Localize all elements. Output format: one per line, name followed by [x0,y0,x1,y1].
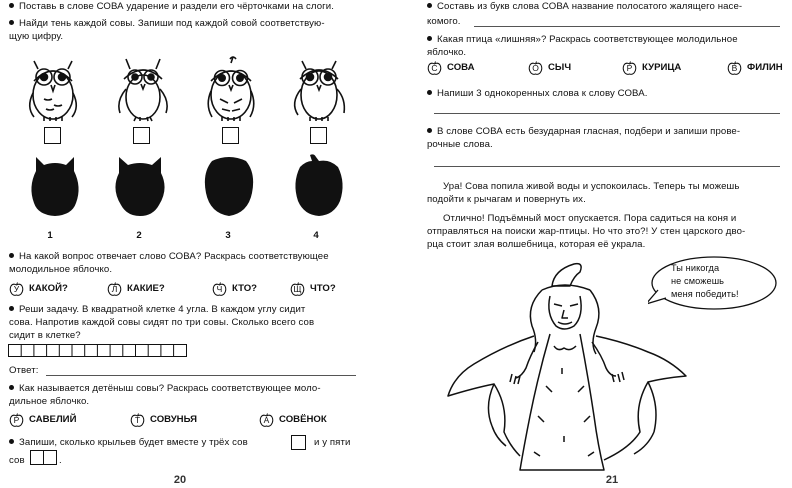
story-1-line-2: подойти к рычагам и повернуть их. [427,194,586,205]
story-2-line-3: рца стоит злая волшебница, которая её украла. [427,239,646,250]
r-task-4-line-2: рочные слова. [427,139,493,150]
task-6-line-1: Запиши, сколько крыльев будет вместе у трёх сов [9,436,248,449]
apple-icon: Р [9,413,24,427]
owl-shadow-2 [113,153,167,217]
owl-outline-2 [112,55,174,123]
apple-icon: Ч [212,282,227,296]
apple-icon: В [727,61,742,75]
r-task-1-line-1: Составь из букв слова СОВА название полосатого жалящего насе- [427,0,742,13]
task-4-line-1: Реши задачу. В квадратной клетке 4 угла. В каждом углу сидит [9,303,305,316]
story-1-line-1: Ура! Сова попила живой воды и успокоилась. Теперь ты можешь [443,181,740,192]
task-4-line-2: сова. Напротив каждой совы сидят по три совы. Сколько всего сов [9,317,315,328]
owl-answer-box-2[interactable] [133,127,150,144]
owl-answer-box-3[interactable] [222,127,239,144]
task-6-line-2: сов [9,455,25,466]
apple-icon: У [9,282,24,296]
r-task-1-line-2: комого. [427,16,461,27]
task-3-line-2: молодильное яблочко. [9,264,113,275]
page-number-right: 21 [605,474,619,486]
page-number-left: 20 [173,474,187,486]
apple-icon: Р [622,61,637,75]
task-1: Поставь в слове СОВА ударение и раздели его чёрточками на слоги. [9,0,334,13]
owl-answer-box-1[interactable] [44,127,61,144]
shadow-number-1: 1 [47,230,53,241]
apple-icon: Щ [290,282,305,296]
left-page: Поставь в слове СОВА ударение и раздели его чёрточками на слоги. Найди тень каждой совы. Запиши под каждой совой соответствую- щую цифру. 1 2 3 4 На какой вопрос отвечает слово СОВА? Раскрась соответствующее молодильное яблочко. У КАКОЙ? Л КАКИЕ? Ч КТО? Щ ЧТО? Реши задачу. В квадратной клетке 4 угла. В каждом углу сидит сова. Напротив каждой совы сидят по три совы. Сколько всего сов сидит в клетке? Ответ: Как называется детёныш совы? Раскрась соответствующее моло- дильное яблочко. Р САВЕЛИЙ Т СОВУНЬЯ А СОВЁНОК Запиши, сколько крыльев будет вместе у трёх сов и у пяти сов . 20 [0,0,396,488]
owl-shadow-3 [202,153,256,217]
owl-shadow-1 [28,153,82,217]
apple-icon: А [259,413,274,427]
task-2-line-2: щую цифру. [9,31,64,42]
answer-label: Ответ: [9,365,39,376]
story-2-line-2: отправляться на поиски жар-птицы. Но что это?! У стен царского дво- [427,226,746,237]
speech-line-1: Ты никогда [671,263,720,273]
owl-outline-1 [22,55,84,123]
answer-cells-grid[interactable] [8,344,187,357]
answer-line[interactable] [46,375,356,376]
task-5-line-2: дильное яблочко. [9,396,90,407]
apple-icon: Т [130,413,145,427]
right-page: Составь из букв слова СОВА название полосатого жалящего насе- комого. Какая птица «лишняя»? Раскрась соответствующее молодильное яблочко. С СОВА О СЫЧ Р КУРИЦА В ФИЛИН Напиши 3 однокоренных слова к слову СОВА. В слове СОВА есть безударная гласная, подбери и запиши прове- рочные слова. Ура! Сова попила живой воды и успокоилась. Теперь ты можешь подойти к рычагам и повернуть их. Отлично! Подъёмный мост опускается. Пора садиться на коня и отправляться на поиски жар-птицы. Но что это?! У стен царского дво- рца стоит злая волшебница, которая её украла. Ты никогда не сможешь меня победить! 21 [427,1,783,486]
r-task-4-answer-line[interactable] [434,166,780,167]
speech-line-3: меня победить! [671,289,739,299]
task-3-line-1: На какой вопрос отвечает слово СОВА? Раскрась соответствующее [9,250,329,263]
apple-icon: С [427,61,442,75]
r-task-2-line-2: яблочко. [427,47,467,58]
speech-line-2: не сможешь [671,276,725,286]
task-6-mid: и у пяти [314,437,351,448]
task-2-line-1: Найди тень каждой совы. Запиши под каждой совой соответствую- [9,17,325,30]
wings-three-owls-box[interactable] [291,435,306,450]
r-task-3-answer-line[interactable] [434,113,780,114]
owl-outline-4 [288,55,350,123]
task-4-line-3: сидит в клетке? [9,330,81,341]
shadow-number-2: 2 [136,230,142,241]
shadow-number-4: 4 [313,230,319,241]
owl-answer-box-4[interactable] [310,127,327,144]
story-2-line-1: Отлично! Подъёмный мост опускается. Пора садиться на коня и [443,213,737,224]
apple-icon: Л [107,282,122,296]
wings-five-owls-boxes[interactable] [30,450,57,465]
owl-shadow-4 [292,153,346,217]
shadow-number-3: 3 [225,230,231,241]
r-task-3: Напиши 3 однокоренных слова к слову СОВА. [427,87,647,100]
task-6-end: . [59,455,62,466]
sorceress-illustration [434,256,694,476]
task-5-line-1: Как называется детёныш совы? Раскрась соответствующее моло- [9,382,321,395]
r-task-1-answer-line[interactable] [474,26,780,27]
r-task-4-line-1: В слове СОВА есть безударная гласная, подбери и запиши прове- [427,125,740,138]
apple-icon: О [528,61,543,75]
r-task-2-line-1: Какая птица «лишняя»? Раскрась соответствующее молодильное [427,33,738,46]
owl-outline-3 [200,55,262,123]
